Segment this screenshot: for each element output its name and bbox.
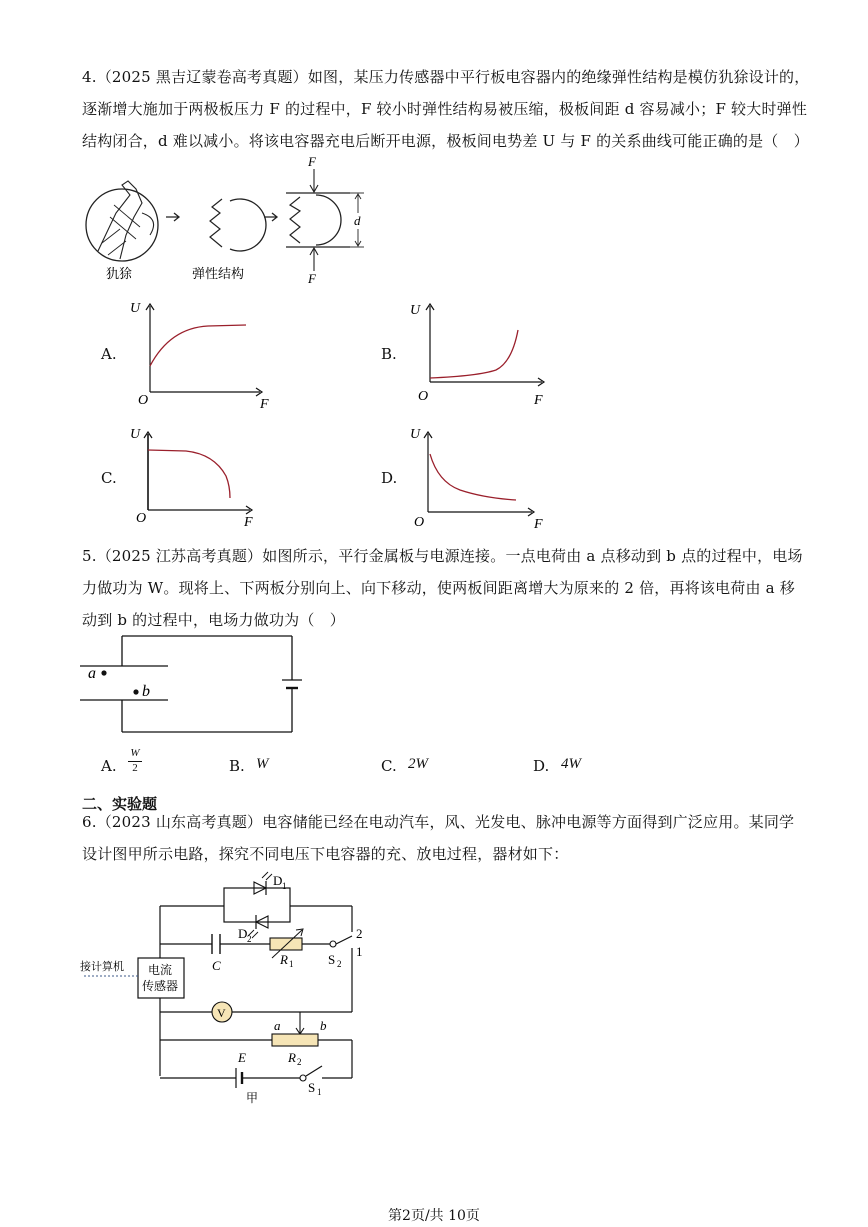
- fraction-denominator: 2: [128, 761, 142, 775]
- svg-text:S: S: [308, 1080, 316, 1095]
- switch-s2-blade: [336, 936, 352, 944]
- svg-text:2: 2: [247, 934, 252, 944]
- option-b-letter[interactable]: B.: [381, 345, 397, 363]
- option-b-graph[interactable]: [408, 296, 558, 412]
- curve-c: [148, 450, 230, 498]
- q4-line-1: 4.（2025 黑吉辽蒙卷高考真题）如图，某压力传感器中平行板电容器内的绝缘弹性结构是模仿犰狳设计的，: [82, 68, 810, 86]
- svg-text:F: F: [534, 393, 543, 408]
- section-title: 二、实验题: [82, 795, 158, 813]
- svg-text:1: 1: [356, 944, 363, 959]
- armadillo-label: 犰狳: [106, 266, 133, 281]
- svg-text:a: a: [88, 665, 96, 682]
- page-number: 第2页/共 10页: [388, 1208, 480, 1224]
- option-d-graph[interactable]: [408, 420, 558, 532]
- svg-text:S: S: [328, 952, 336, 967]
- svg-text:2: 2: [356, 926, 363, 941]
- svg-text:b: b: [320, 1018, 327, 1033]
- armadillo-figure: [80, 155, 380, 290]
- svg-text:U: U: [130, 301, 141, 316]
- q4-line-3: 结构闭合，d 难以减小。将该电容器充电后断开电源，极板间电势差 U 与 F 的关系曲线可能正确的是（ ）: [82, 132, 809, 150]
- q5-option-b-letter[interactable]: B.: [229, 757, 245, 775]
- option-a-letter[interactable]: A.: [101, 345, 117, 363]
- q5-line-1: 5.（2025 江苏高考真题）如图所示，平行金属板与电源连接。一点电荷由 a 点移动到 b 点的过程中，电场: [82, 547, 803, 565]
- svg-text:F: F: [244, 515, 253, 530]
- svg-text:1: 1: [317, 1087, 322, 1097]
- svg-text:1: 1: [282, 881, 287, 891]
- q5-line-3: 动到 b 的过程中，电场力做功为（ ）: [82, 611, 345, 629]
- q5-option-a-letter[interactable]: A.: [101, 757, 117, 775]
- point-b: [133, 689, 138, 694]
- q5-line-2: 力做功为 W。现将上、下两板分别向上、向下移动，使两板间距离增大为原来的 2 倍，再将该电荷由 a 移: [82, 579, 795, 597]
- switch-s2-pivot: [330, 941, 336, 947]
- elastic-zigzag: [210, 199, 222, 247]
- svg-text:R: R: [280, 952, 288, 967]
- question-6-text: [82, 806, 794, 870]
- svg-text:U: U: [410, 303, 421, 318]
- elastic-label: 弹性结构: [192, 266, 245, 281]
- q6-line-1: 6.（2023 山东高考真题）电容储能已经在电动汽车，风、光发电、脉冲电源等方面得到广泛应用。某同学: [82, 813, 795, 831]
- option-d-letter[interactable]: D.: [381, 469, 398, 487]
- switch-s1-pivot: [300, 1075, 306, 1081]
- svg-text:b: b: [142, 683, 150, 700]
- svg-text:O: O: [136, 511, 147, 526]
- switch-s1-blade: [306, 1066, 322, 1076]
- q5-option-c-letter[interactable]: C.: [381, 757, 397, 775]
- svg-text:2: 2: [337, 959, 342, 969]
- svg-text:C: C: [212, 958, 221, 973]
- option-c-letter[interactable]: C.: [101, 469, 117, 487]
- potentiometer-r2: [272, 1034, 318, 1046]
- svg-text:U: U: [130, 427, 141, 442]
- svg-text:F: F: [260, 397, 269, 412]
- question-4-text: [82, 61, 809, 157]
- q5-option-d-value[interactable]: 4W: [561, 756, 581, 772]
- svg-text:电流: 电流: [148, 963, 173, 977]
- svg-text:D: D: [273, 873, 283, 888]
- svg-text:O: O: [418, 389, 429, 404]
- q5-option-d-letter[interactable]: D.: [533, 757, 550, 775]
- svg-text:O: O: [414, 515, 425, 530]
- force-bottom-label: F: [308, 271, 316, 286]
- svg-text:传感器: 传感器: [142, 979, 179, 993]
- curve-d: [430, 454, 516, 500]
- svg-text:甲: 甲: [246, 1091, 259, 1105]
- q4-line-2: 逐渐增大施加于两极板压力 F 的过程中，F 较小时弹性结构易被压缩，极板间距 d 容易减小；F 较大时弹性: [82, 100, 808, 118]
- armadillo-body: [98, 181, 142, 259]
- rheostat-r1: [270, 938, 302, 950]
- svg-text:R: R: [288, 1050, 296, 1065]
- svg-text:F: F: [534, 517, 543, 532]
- svg-text:D: D: [238, 926, 248, 941]
- curve-a: [150, 325, 246, 366]
- svg-text:a: a: [274, 1018, 281, 1033]
- svg-text:E: E: [238, 1050, 246, 1065]
- q5-option-a-fraction[interactable]: [128, 747, 142, 775]
- gap-d-label: d: [354, 213, 361, 228]
- q5-option-c-value[interactable]: 2W: [408, 756, 428, 772]
- capacitor-battery-circuit: [76, 628, 306, 740]
- point-a: [101, 670, 106, 675]
- question-5-text: [82, 540, 803, 636]
- experiment-circuit: [76, 866, 376, 1106]
- svg-text:接计算机: 接计算机: [80, 961, 124, 973]
- svg-text:V: V: [217, 1006, 226, 1020]
- q6-line-2: 设计图甲所示电路，探究不同电压下电容器的充、放电过程，器材如下：: [82, 845, 569, 863]
- option-c-graph[interactable]: [128, 420, 278, 532]
- arrow-1-icon: [166, 213, 179, 221]
- fraction-numerator: W: [130, 747, 140, 759]
- option-a-graph[interactable]: [128, 296, 278, 412]
- svg-text:O: O: [138, 393, 149, 408]
- svg-text:2: 2: [297, 1057, 302, 1067]
- elastic-open-arc: [230, 199, 266, 251]
- svg-text:U: U: [410, 427, 421, 442]
- svg-text:1: 1: [289, 959, 294, 969]
- force-top-label: F: [308, 155, 316, 169]
- curve-b: [430, 330, 518, 378]
- q5-option-b-value[interactable]: W: [256, 756, 269, 772]
